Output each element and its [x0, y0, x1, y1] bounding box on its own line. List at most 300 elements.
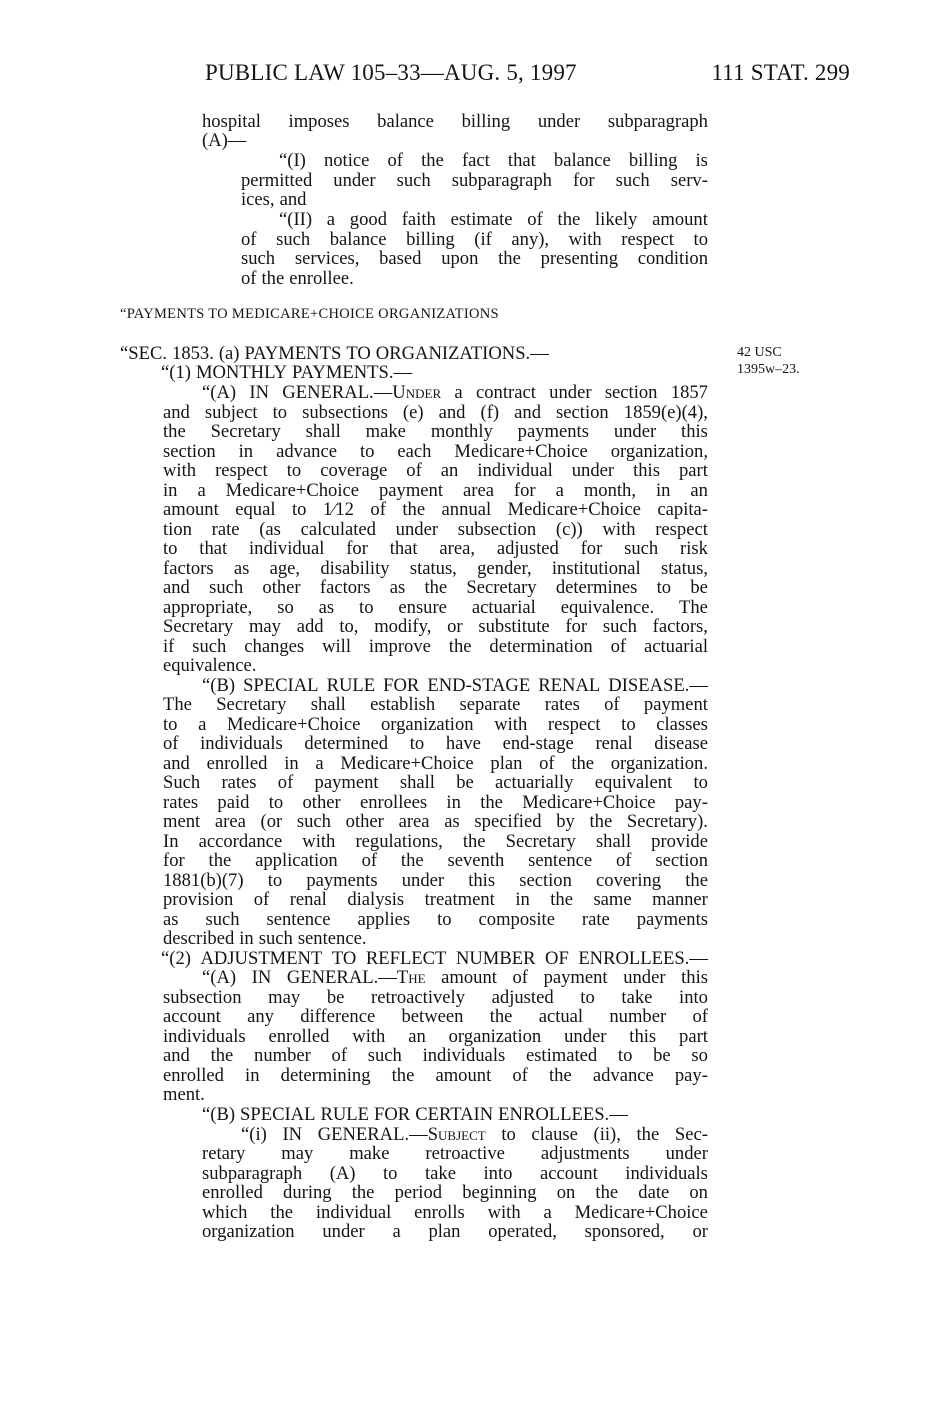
- word: Medicare+Choice: [454, 441, 588, 462]
- word: may: [281, 1143, 314, 1164]
- word: and: [163, 753, 190, 774]
- word: ENROLLEES.—: [498, 1104, 628, 1125]
- word: the: [208, 850, 232, 871]
- word: with: [302, 831, 336, 852]
- word: for: [565, 616, 588, 637]
- word: a: [454, 382, 463, 403]
- word: “(1): [161, 362, 191, 383]
- word: retroactive: [425, 1143, 505, 1164]
- text-line: [202, 1222, 708, 1242]
- text-line: [241, 249, 708, 269]
- word: subsection: [163, 987, 242, 1008]
- word: ices,: [241, 189, 275, 210]
- text-line: [120, 344, 549, 364]
- word: based: [379, 248, 422, 269]
- word: retroactively: [371, 987, 465, 1008]
- word: determined: [304, 733, 389, 754]
- word: the: [163, 421, 186, 442]
- text-line: [163, 539, 708, 559]
- word: 1857: [670, 382, 708, 403]
- word: Secretary: [216, 694, 287, 715]
- word: Medicare+Choice: [522, 792, 656, 813]
- word: “(II): [279, 209, 313, 230]
- word: Secretary: [505, 831, 576, 852]
- margin-note-line: 1395w–23.: [737, 362, 800, 377]
- word: to: [286, 460, 302, 481]
- text-line: [279, 210, 708, 230]
- word: and: [163, 402, 190, 423]
- word: area,: [439, 538, 476, 559]
- text-line: [163, 1027, 708, 1047]
- word: determination: [489, 636, 593, 657]
- word: faith: [401, 209, 436, 230]
- word: GENERAL.—The: [286, 967, 426, 988]
- word: so: [691, 1045, 708, 1066]
- text-line: [161, 949, 708, 969]
- word: actuarial: [471, 597, 536, 618]
- word: TO: [346, 343, 371, 364]
- word: CERTAIN: [415, 1104, 494, 1125]
- word: payment: [543, 967, 608, 988]
- word: “(i): [241, 1124, 267, 1145]
- word: the: [462, 831, 486, 852]
- word: seventh: [447, 850, 505, 871]
- text-line: [202, 383, 708, 403]
- word: in: [446, 792, 461, 813]
- word: part: [678, 460, 708, 481]
- word: IN: [249, 382, 269, 403]
- word: as: [389, 577, 406, 598]
- word: for: [513, 480, 536, 501]
- word: such: [276, 229, 311, 250]
- text-line: [163, 1007, 708, 1027]
- usc-margin-note: [737, 344, 800, 378]
- word: number: [609, 1006, 667, 1027]
- word: payment: [379, 480, 444, 501]
- word: adjustments: [540, 1143, 630, 1164]
- word: likely: [595, 209, 638, 230]
- word: of: [241, 229, 257, 250]
- word: individuals: [200, 733, 283, 754]
- word: (A)—: [202, 130, 247, 151]
- word: renal: [289, 889, 327, 910]
- word: (f): [480, 402, 500, 423]
- word: area: [463, 480, 494, 501]
- word: renal: [595, 733, 633, 754]
- word: as: [318, 597, 335, 618]
- word: such: [258, 928, 293, 949]
- text-line: [163, 637, 708, 657]
- word: under: [333, 170, 376, 191]
- word: a: [326, 209, 336, 230]
- word: have: [445, 733, 481, 754]
- word: under: [401, 870, 445, 891]
- word: condition: [637, 248, 708, 269]
- word: equal: [235, 499, 276, 520]
- margin-note-line: 42 USC: [737, 345, 782, 360]
- text-line: [279, 151, 708, 171]
- word: Secretary: [163, 616, 234, 637]
- word: rate: [211, 519, 240, 540]
- word: “(B): [202, 1104, 236, 1125]
- word: estimated: [525, 1045, 598, 1066]
- text-line: [163, 734, 708, 754]
- word: area: [398, 811, 430, 832]
- text-line: [202, 1183, 708, 1203]
- word: equivalence.: [163, 655, 257, 676]
- word: as: [444, 811, 460, 832]
- word: the: [270, 1202, 294, 1223]
- word: amount: [441, 967, 497, 988]
- word: for: [163, 850, 185, 871]
- word: under: [571, 460, 615, 481]
- word: of: [331, 1045, 348, 1066]
- word: the: [402, 499, 426, 520]
- text-line: [202, 1144, 708, 1164]
- word: a: [543, 1202, 552, 1223]
- word: of: [527, 209, 543, 230]
- word: with: [494, 714, 528, 735]
- word: to: [409, 733, 425, 754]
- word: the: [210, 1045, 234, 1066]
- word: determining: [280, 1065, 371, 1086]
- word: in: [655, 480, 671, 501]
- word: RENAL: [538, 675, 601, 696]
- word: hospital: [202, 111, 261, 132]
- text-line: [241, 190, 306, 210]
- word: (as: [259, 519, 281, 540]
- word: to: [291, 499, 307, 520]
- word: factors,: [652, 616, 708, 637]
- word: (a): [218, 343, 240, 364]
- word: presenting: [540, 248, 619, 269]
- word: end-stage: [502, 733, 574, 754]
- text-line: [163, 403, 708, 423]
- word: changes: [244, 636, 305, 657]
- word: of: [163, 733, 179, 754]
- word: with: [163, 460, 197, 481]
- word: or: [692, 1221, 708, 1242]
- word: provide: [651, 831, 708, 852]
- word: so: [277, 597, 294, 618]
- text-line: [163, 812, 708, 832]
- word: treatment: [424, 889, 495, 910]
- word: as: [233, 558, 250, 579]
- word: plan: [490, 753, 523, 774]
- word: shall: [310, 694, 346, 715]
- word: be: [326, 987, 345, 1008]
- word: an: [440, 460, 459, 481]
- word: to,: [339, 616, 359, 637]
- word: in: [515, 889, 530, 910]
- word: subsection: [457, 519, 537, 540]
- word: take: [621, 987, 653, 1008]
- word: END-STAGE: [427, 675, 531, 696]
- word: separate: [459, 694, 521, 715]
- word: RULE: [320, 1104, 370, 1125]
- word: ensure: [398, 597, 447, 618]
- word: organization,: [610, 441, 708, 462]
- word: Secretary: [466, 577, 537, 598]
- word: upon: [441, 248, 479, 269]
- word: equivalent: [594, 772, 673, 793]
- word: disease: [654, 733, 708, 754]
- word: the: [685, 870, 708, 891]
- word: rates: [221, 772, 257, 793]
- word: “(I): [279, 150, 306, 171]
- word: balance: [329, 229, 387, 250]
- text-line: [163, 832, 708, 852]
- word: of: [512, 967, 528, 988]
- text-line: [163, 1085, 205, 1105]
- text-line: [163, 500, 708, 520]
- word: amount: [435, 1065, 492, 1086]
- word: make: [365, 421, 406, 442]
- word: Secretary).: [626, 811, 708, 832]
- word: modify,: [374, 616, 432, 637]
- word: paid: [217, 792, 250, 813]
- word: to: [693, 229, 708, 250]
- word: “(A): [202, 382, 237, 403]
- word: of: [615, 850, 632, 871]
- word: to: [656, 577, 672, 598]
- word: month,: [583, 480, 636, 501]
- word: period: [394, 1182, 443, 1203]
- word: the: [636, 1124, 660, 1145]
- word: sentence: [528, 850, 593, 871]
- word: pay-: [674, 792, 708, 813]
- word: substitute: [478, 616, 550, 637]
- word: the: [589, 811, 613, 832]
- word: of: [604, 694, 620, 715]
- word: enrolled: [202, 1182, 263, 1203]
- word: The: [679, 597, 708, 618]
- text-line: [163, 617, 708, 637]
- word: individuals: [163, 1026, 246, 1047]
- word: other: [345, 811, 384, 832]
- word: the: [421, 150, 444, 171]
- word: the: [448, 636, 472, 657]
- word: of: [692, 1006, 708, 1027]
- word: organization: [380, 714, 474, 735]
- text-line: [202, 131, 246, 151]
- word: application: [255, 850, 338, 871]
- word: determines: [555, 577, 638, 598]
- word: accordance: [198, 831, 283, 852]
- word: under: [322, 1221, 365, 1242]
- word: to: [163, 538, 178, 559]
- word: respect: [621, 229, 674, 250]
- word: notice: [323, 150, 370, 171]
- word: and: [514, 402, 541, 423]
- word: to: [617, 1045, 633, 1066]
- text-line: [202, 1164, 708, 1184]
- word: coverage: [320, 460, 388, 481]
- word: annual: [441, 499, 492, 520]
- word: the: [550, 889, 573, 910]
- word: to: [267, 870, 283, 891]
- word: SPECIAL: [240, 1104, 316, 1125]
- word: area: [214, 811, 246, 832]
- text-line: [202, 1203, 708, 1223]
- word: be: [690, 577, 708, 598]
- word: a: [198, 714, 207, 735]
- word: payments: [636, 909, 708, 930]
- word: that: [389, 538, 418, 559]
- word: and: [438, 402, 466, 423]
- word: calculated: [300, 519, 376, 540]
- statute-page-number: 111 STAT. 299: [711, 60, 850, 85]
- word: actual: [538, 1006, 584, 1027]
- word: under: [564, 1026, 607, 1047]
- word: in: [284, 753, 299, 774]
- text-line: [161, 363, 412, 383]
- text-line: [163, 442, 708, 462]
- word: rate: [581, 909, 610, 930]
- word: billing: [461, 111, 511, 132]
- word: (e): [402, 402, 424, 423]
- word: PAYMENTS: [244, 343, 342, 364]
- word: this: [633, 460, 660, 481]
- word: gender,: [477, 558, 532, 579]
- word: of: [387, 150, 403, 171]
- word: enrolled: [268, 1026, 330, 1047]
- word: the: [498, 248, 521, 269]
- word: ADJUSTMENT: [200, 948, 323, 969]
- word: FOR: [383, 675, 420, 696]
- word: GENERAL.—Subject: [317, 1124, 486, 1145]
- word: of: [406, 460, 422, 481]
- word: good: [349, 209, 387, 230]
- word: section: [655, 850, 708, 871]
- word: RULE: [326, 675, 376, 696]
- text-line: [163, 578, 708, 598]
- text-line: [163, 520, 708, 540]
- text-line: [163, 851, 708, 871]
- word: to: [163, 714, 178, 735]
- word: establish: [370, 694, 436, 715]
- word: subparagraph: [607, 111, 708, 132]
- public-law-citation: PUBLIC LAW 105–33—AUG. 5, 1997: [205, 60, 577, 85]
- word: ORGANIZATIONS.—: [375, 343, 549, 364]
- word: composite: [478, 909, 555, 930]
- word: the: [557, 209, 581, 230]
- word: on: [689, 1182, 708, 1203]
- word: any),: [511, 229, 550, 250]
- word: such: [615, 170, 650, 191]
- word: other: [302, 792, 341, 813]
- word: “(A): [202, 967, 237, 988]
- word: for: [346, 538, 368, 559]
- text-line: [202, 112, 708, 132]
- word: In: [163, 831, 179, 852]
- word: and: [163, 1045, 190, 1066]
- word: that: [199, 538, 228, 559]
- word: individual: [315, 1202, 392, 1223]
- word: Medicare+Choice: [225, 480, 360, 501]
- word: NUMBER: [455, 948, 536, 969]
- word: billing: [628, 150, 678, 171]
- word: organization: [202, 1221, 295, 1242]
- word: amount: [163, 499, 219, 520]
- word: sentence: [266, 909, 331, 930]
- word: date: [638, 1182, 670, 1203]
- word: monthly: [430, 421, 493, 442]
- word: for: [572, 170, 595, 191]
- word: actuarial: [643, 636, 708, 657]
- word: classes: [656, 714, 708, 735]
- word: a: [392, 1221, 401, 1242]
- text-line: [163, 1066, 708, 1086]
- word: equivalence.: [560, 597, 655, 618]
- word: PAYMENTS.—: [292, 362, 413, 383]
- word: subparagraph: [451, 170, 552, 191]
- text-line: [163, 871, 708, 891]
- text-line: [163, 793, 708, 813]
- word: account: [539, 1163, 598, 1184]
- word: serv-: [670, 170, 708, 191]
- word: The: [163, 694, 192, 715]
- text-line: [241, 269, 354, 289]
- word: Medicare+Choice: [574, 1202, 708, 1223]
- word: fact: [461, 150, 490, 171]
- word: of: [539, 753, 555, 774]
- text-line: [163, 715, 708, 735]
- word: regulations,: [355, 831, 443, 852]
- word: to: [693, 772, 708, 793]
- word: (A): [329, 1163, 356, 1184]
- word: (or: [260, 811, 283, 832]
- word: status,: [660, 558, 708, 579]
- word: improve: [368, 636, 431, 657]
- word: Medicare+Choice: [507, 499, 641, 520]
- word: payments: [306, 870, 378, 891]
- word: OF: [545, 948, 569, 969]
- word: such: [624, 538, 659, 559]
- text-line: [163, 1046, 708, 1066]
- word: such: [396, 170, 431, 191]
- word: this: [629, 1026, 657, 1047]
- word: sentence.: [297, 928, 367, 949]
- running-head: [205, 60, 850, 90]
- word: under: [549, 382, 592, 403]
- word: (if: [474, 229, 492, 250]
- word: on: [556, 1182, 576, 1203]
- word: SPECIAL: [243, 675, 319, 696]
- word: the: [391, 1065, 415, 1086]
- text-line: [241, 171, 708, 191]
- word: balance: [553, 150, 611, 171]
- word: provision: [163, 889, 234, 910]
- word: of: [512, 1065, 528, 1086]
- word: adjusted: [496, 538, 559, 559]
- word: ment: [163, 811, 201, 832]
- word: such: [209, 577, 244, 598]
- word: covering: [596, 870, 662, 891]
- word: under: [623, 967, 666, 988]
- word: such: [192, 636, 227, 657]
- text-line: [241, 1125, 708, 1145]
- word: and: [163, 577, 190, 598]
- word: to: [359, 441, 375, 462]
- word: capita-: [657, 499, 708, 520]
- word: respect: [215, 460, 268, 481]
- word: will: [322, 636, 351, 657]
- word: Such: [163, 772, 201, 793]
- word: any: [247, 1006, 274, 1027]
- word: to: [359, 597, 374, 618]
- word: respect: [547, 714, 601, 735]
